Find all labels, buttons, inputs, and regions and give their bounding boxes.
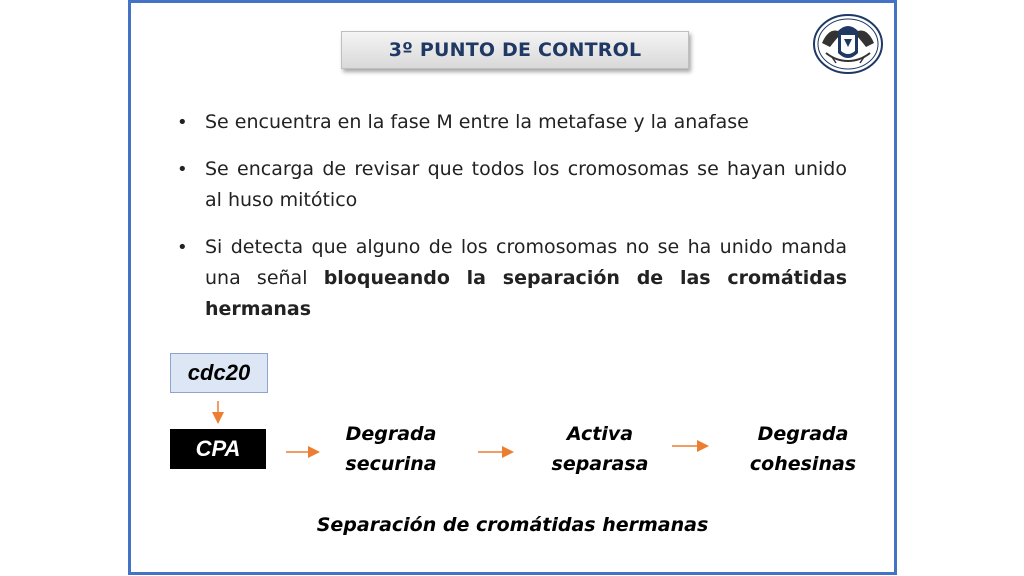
flow-step-line: separasa [551, 453, 649, 475]
bullet-item [177, 232, 847, 325]
flow-step-line: cohesinas [749, 453, 857, 475]
bullet-bold-text: bloqueando la separación de las cromátidas hermanas [205, 267, 848, 320]
university-crest-icon [812, 13, 884, 75]
flow-step-line: Degrada [345, 423, 437, 445]
title-banner [341, 31, 689, 69]
cpa-label: CPA [195, 436, 241, 461]
bullet-dot: • [177, 237, 188, 258]
cdc20-label: cdc20 [187, 360, 251, 385]
flow-step [327, 419, 455, 479]
slide-frame [128, 0, 897, 575]
bullet-text: Se encarga de revisar que todos los cromosomas se hayan unido al huso mitótico [205, 158, 847, 211]
flow-step [535, 419, 665, 479]
bullet-text: Se encuentra en la fase M entre la metafase y la anafase [205, 111, 749, 133]
bullet-item [177, 154, 847, 216]
flow-step [735, 419, 871, 479]
bullet-item [177, 107, 847, 138]
cpa-box [170, 429, 266, 469]
flow-step-line: securina [345, 453, 437, 475]
flow-step-line: Activa [566, 423, 634, 445]
slide-title: 3º PUNTO DE CONTROL [388, 39, 642, 61]
bullet-list [177, 107, 847, 341]
conclusion-text: Separación de cromátidas hermanas [316, 514, 709, 536]
cdc20-box [170, 353, 268, 393]
bullet-dot: • [177, 159, 188, 180]
flow-step-line: Degrada [757, 423, 849, 445]
bullet-text: Si detecta que alguno de los cromosomas no se ha unido manda una señal [205, 236, 847, 289]
bullet-dot: • [177, 112, 188, 133]
